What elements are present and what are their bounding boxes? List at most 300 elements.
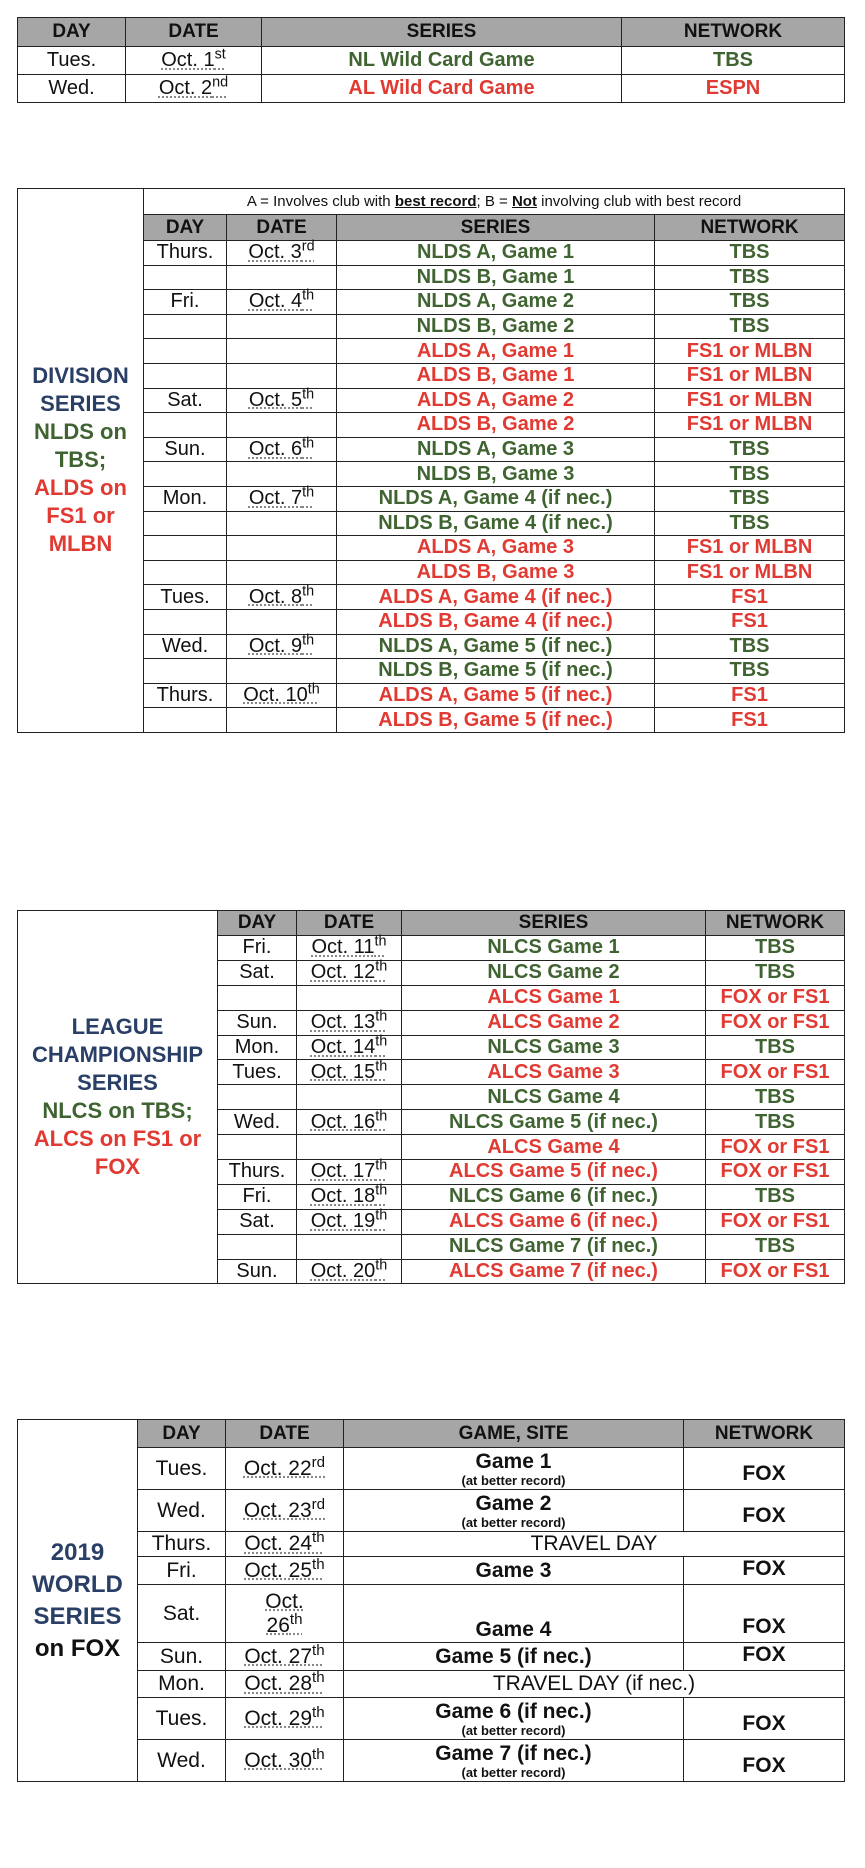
date-suffix: th <box>312 1641 325 1659</box>
network-cell: FS1 <box>655 683 845 708</box>
header-network: NETWORK <box>706 911 845 936</box>
series-cell: ALDS A, Game 3 <box>337 536 655 561</box>
day-cell <box>144 708 227 733</box>
header-day: DAY <box>218 911 297 936</box>
date-cell <box>227 486 337 511</box>
day-cell: Tues. <box>138 1698 226 1740</box>
game-name: Game 5 (if nec.) <box>435 1644 592 1668</box>
network-cell: TBS <box>655 241 845 266</box>
network-cell: TBS <box>706 1184 845 1209</box>
table-row <box>18 1643 845 1671</box>
series-cell: ALDS B, Game 3 <box>337 560 655 585</box>
division-series-table <box>17 188 845 733</box>
day-cell: Sun. <box>144 437 227 462</box>
date-cell <box>226 1698 344 1740</box>
game-name: Game 6 (if nec.) <box>435 1699 592 1723</box>
network-cell: TBS <box>655 511 845 536</box>
date-cell <box>227 413 337 438</box>
date-cell <box>297 1085 402 1110</box>
header-network: NETWORK <box>684 1420 845 1448</box>
date-suffix: th <box>375 1108 388 1125</box>
date-cell <box>227 634 337 659</box>
date-cell <box>227 582 337 610</box>
day-cell <box>144 314 227 339</box>
header-series: SERIES <box>337 215 655 241</box>
table-row <box>18 1532 845 1557</box>
game-name: Game 7 (if nec.) <box>435 1741 592 1765</box>
date-value: Oct. 28 <box>244 1672 313 1695</box>
date-suffix: th <box>312 1703 325 1721</box>
day-cell: Thurs. <box>144 241 227 266</box>
date-suffix: th <box>375 1207 388 1224</box>
day-cell: Tues. <box>218 1060 297 1085</box>
day-cell: Sun. <box>218 1259 297 1284</box>
world-series-body <box>18 1420 845 1782</box>
date-value: Oct. 10 <box>243 683 308 706</box>
date-cell <box>227 536 337 561</box>
date-suffix: th <box>302 435 315 452</box>
division-series-label <box>18 189 144 733</box>
day-cell: Thurs. <box>144 683 227 708</box>
network-cell: FOX or FS1 <box>706 1060 845 1085</box>
table-row <box>18 1671 845 1698</box>
date-cell <box>227 609 337 634</box>
table-row <box>18 1698 845 1740</box>
date-cell <box>227 238 337 266</box>
division-label-al2: FS1 or <box>46 503 115 529</box>
network-cell: FS1 or MLBN <box>655 363 845 388</box>
day-cell: Wed. <box>138 1490 226 1532</box>
date-value: Oct. 2 <box>158 77 213 99</box>
day-cell: Fri. <box>144 290 227 315</box>
travel-day-cell: TRAVEL DAY (if nec.) <box>344 1671 845 1698</box>
game-cell <box>344 1490 684 1532</box>
series-cell: ALDS A, Game 5 (if nec.) <box>337 683 655 708</box>
ws-label-line1: 2019 <box>50 1538 105 1566</box>
date-suffix: th <box>312 1745 325 1763</box>
series-cell: NLCS Game 3 <box>402 1035 706 1060</box>
series-cell: ALDS A, Game 1 <box>337 339 655 364</box>
date-cell <box>297 1110 402 1135</box>
lcs-label-line1: LEAGUE <box>71 1014 164 1040</box>
date-cell <box>297 1259 402 1284</box>
game-cell <box>344 1643 684 1671</box>
date-value: Oct. <box>265 1589 304 1613</box>
day-cell: Sat. <box>138 1585 226 1643</box>
header-day: DAY <box>144 215 227 241</box>
day-cell <box>144 511 227 536</box>
lcs-label-al2: FOX <box>94 1154 141 1180</box>
lcs-label-al1: ALCS on FS1 or <box>33 1126 202 1152</box>
day-cell: Tues. <box>138 1448 226 1490</box>
network-cell: TBS <box>655 265 845 290</box>
date-day: 26 <box>266 1613 290 1637</box>
day-cell <box>144 609 227 634</box>
network-cell: TBS <box>706 1085 845 1110</box>
game-site: (at better record) <box>461 1514 566 1530</box>
date-cell <box>226 1557 344 1585</box>
series-cell: ALDS A, Game 2 <box>337 388 655 413</box>
network-cell: FOX <box>684 1698 845 1740</box>
date-suffix: th <box>302 582 315 599</box>
date-cell <box>226 1529 344 1557</box>
table-row <box>18 1585 845 1643</box>
date-value: Oct. 29 <box>244 1706 313 1730</box>
date-suffix: nd <box>212 74 229 91</box>
network-cell: FS1 or MLBN <box>655 536 845 561</box>
date-cell <box>297 985 402 1010</box>
date-suffix: th <box>302 484 315 501</box>
lcs-label <box>18 911 218 1284</box>
network-cell: FOX <box>684 1557 845 1585</box>
date-cell <box>226 1490 344 1532</box>
network-cell: FS1 <box>655 609 845 634</box>
division-label-al3: MLBN <box>48 531 113 557</box>
game-cell <box>344 1740 684 1782</box>
day-cell: Tues. <box>144 585 227 610</box>
date-cell <box>227 708 337 733</box>
date-value: Oct. 11 <box>311 936 375 959</box>
date-cell <box>297 960 402 985</box>
division-label-al1: ALDS on <box>34 475 127 501</box>
date-value: Oct. 3 <box>248 241 302 264</box>
day-cell: Fri. <box>138 1557 226 1585</box>
network-cell: FOX or FS1 <box>706 1259 845 1284</box>
date-suffix: th <box>375 1182 388 1199</box>
network-cell: ESPN <box>622 75 845 103</box>
lcs-label-nl1: NLCS on TBS; <box>42 1098 193 1124</box>
day-cell: Wed. <box>18 75 126 103</box>
series-cell: NLCS Game 7 (if nec.) <box>402 1234 706 1259</box>
game-name: Game 4 <box>475 1618 552 1641</box>
network-cell: TBS <box>655 437 845 462</box>
series-cell: NLCS Game 4 <box>402 1085 706 1110</box>
date-cell <box>126 47 262 75</box>
date-cell <box>227 339 337 364</box>
table-row <box>18 1557 845 1585</box>
ws-label-line3: SERIES <box>33 1602 122 1630</box>
date-cell <box>297 1234 402 1259</box>
date-cell <box>226 1643 344 1671</box>
network-cell: FS1 or MLBN <box>655 339 845 364</box>
date-value: Oct. 4 <box>248 290 303 313</box>
series-cell: NLDS B, Game 1 <box>337 265 655 290</box>
series-cell: NLDS B, Game 2 <box>337 314 655 339</box>
series-cell: NLDS B, Game 4 (if nec.) <box>337 511 655 536</box>
game-site: (at better record) <box>461 1472 566 1488</box>
date-value: Oct. 20 <box>310 1260 376 1283</box>
date-cell <box>297 1060 402 1085</box>
day-cell: Wed. <box>144 634 227 659</box>
day-cell <box>144 413 227 438</box>
series-cell: ALDS B, Game 2 <box>337 413 655 438</box>
game-cell <box>344 1698 684 1740</box>
date-suffix: th <box>312 1669 325 1686</box>
table-header-row <box>18 1420 845 1448</box>
date-suffix: th <box>302 632 315 649</box>
network-cell: FS1 or MLBN <box>655 413 845 438</box>
date-value: Oct. 9 <box>248 634 303 657</box>
series-cell: NLDS B, Game 5 (if nec.) <box>337 659 655 684</box>
game-cell <box>344 1585 684 1643</box>
date-suffix: th <box>312 1529 325 1546</box>
header-day: DAY <box>18 18 126 47</box>
table-header-row <box>18 911 845 936</box>
series-cell: ALDS A, Game 4 (if nec.) <box>337 585 655 610</box>
date-value: Oct. 25 <box>244 1558 313 1582</box>
date-cell <box>227 314 337 339</box>
network-cell: TBS <box>655 634 845 659</box>
date-cell <box>297 1184 402 1209</box>
division-label-line2: SERIES <box>40 391 121 417</box>
lcs-label-line2: CHAMPIONSHIP <box>31 1042 204 1068</box>
ws-label-line4: on FOX <box>34 1634 121 1662</box>
network-cell: FOX <box>684 1585 845 1643</box>
date-value: Oct. 19 <box>310 1210 376 1233</box>
date-value: Oct. 13 <box>310 1011 376 1034</box>
day-cell: Fri. <box>218 936 297 961</box>
date-suffix: rd <box>311 1453 326 1471</box>
travel-day-cell: TRAVEL DAY <box>344 1532 845 1557</box>
date-value: Oct. 24 <box>244 1532 313 1555</box>
date-value: Oct. 14 <box>310 1036 376 1058</box>
series-cell: ALCS Game 7 (if nec.) <box>402 1259 706 1284</box>
network-cell: FOX or FS1 <box>706 1135 845 1160</box>
division-label-nl2: TBS; <box>54 447 107 473</box>
series-cell: NLCS Game 6 (if nec.) <box>402 1184 706 1209</box>
date-cell <box>126 75 262 103</box>
date-cell <box>297 933 402 961</box>
day-cell: Sat. <box>218 1209 297 1234</box>
date-value: Oct. 16 <box>310 1110 376 1133</box>
world-series-table <box>17 1419 845 1782</box>
date-cell <box>227 388 337 413</box>
date-value: Oct. 18 <box>310 1185 376 1208</box>
series-cell: NLCS Game 1 <box>402 936 706 961</box>
series-cell: ALCS Game 2 <box>402 1010 706 1035</box>
date-suffix: th <box>375 1008 388 1025</box>
series-cell: ALDS B, Game 4 (if nec.) <box>337 609 655 634</box>
game-name: Game 3 <box>475 1558 552 1582</box>
date-cell <box>297 1010 402 1035</box>
game-site: (at better record) <box>461 1722 566 1738</box>
date-suffix: rd <box>301 238 315 255</box>
division-label-nl1: NLDS on <box>34 419 127 445</box>
lcs-table <box>17 910 845 1284</box>
series-cell: ALCS Game 1 <box>402 985 706 1010</box>
date-suffix: rd <box>311 1495 326 1513</box>
series-cell: NL Wild Card Game <box>262 47 622 75</box>
date-value: Oct. 15 <box>310 1060 376 1083</box>
wild-card-body <box>18 47 845 103</box>
table-header-row <box>18 18 845 47</box>
date-value: Oct. 7 <box>248 487 303 510</box>
date-value: Oct. 12 <box>310 961 376 984</box>
network-cell: FS1 or MLBN <box>655 388 845 413</box>
date-cell <box>226 1671 344 1698</box>
table-row <box>18 1740 845 1782</box>
network-cell: FOX or FS1 <box>706 1209 845 1234</box>
lcs-label-line3: SERIES <box>77 1070 158 1096</box>
day-cell <box>218 1234 297 1259</box>
series-cell: NLDS A, Game 3 <box>337 437 655 462</box>
series-cell: NLDS A, Game 5 (if nec.) <box>337 634 655 659</box>
network-cell: FOX or FS1 <box>706 1160 845 1185</box>
day-cell <box>144 560 227 585</box>
date-value: Oct. 6 <box>248 438 303 461</box>
day-cell: Tues. <box>18 47 126 75</box>
date-cell <box>226 1448 344 1490</box>
date-cell <box>227 462 337 487</box>
game-name: Game 2 <box>475 1491 552 1515</box>
date-suffix: th <box>307 681 320 698</box>
network-cell: FS1 or MLBN <box>655 560 845 585</box>
date-value: Oct. 5 <box>248 388 303 411</box>
network-cell: TBS <box>655 486 845 511</box>
network-cell: FOX <box>684 1643 845 1671</box>
day-cell: Sun. <box>218 1010 297 1035</box>
network-cell: TBS <box>706 1035 845 1060</box>
network-cell: TBS <box>706 1110 845 1135</box>
game-name: Game 1 <box>475 1449 552 1473</box>
date-suffix: th <box>375 1157 388 1174</box>
day-cell <box>144 536 227 561</box>
network-cell: TBS <box>655 659 845 684</box>
header-date: DATE <box>226 1420 344 1448</box>
series-cell: AL Wild Card Game <box>262 75 622 103</box>
day-cell: Mon. <box>218 1035 297 1060</box>
day-cell: Mon. <box>144 486 227 511</box>
table-row <box>18 1490 845 1532</box>
date-cell <box>227 560 337 585</box>
date-value: Oct. 17 <box>310 1160 376 1183</box>
day-cell: Thurs. <box>138 1532 226 1557</box>
ws-label-line2: WORLD <box>32 1570 123 1598</box>
series-cell: NLDS A, Game 1 <box>337 241 655 266</box>
date-cell <box>297 1135 402 1160</box>
series-cell: ALDS B, Game 5 (if nec.) <box>337 708 655 733</box>
date-value: Oct. 8 <box>248 585 303 608</box>
network-cell: TBS <box>655 314 845 339</box>
date-cell <box>227 511 337 536</box>
day-cell <box>144 462 227 487</box>
network-cell: FOX <box>684 1490 845 1532</box>
world-series-label <box>18 1420 138 1782</box>
date-suffix: th <box>375 1033 388 1050</box>
header-network: NETWORK <box>622 18 845 47</box>
date-suffix: th <box>302 386 315 403</box>
header-date: DATE <box>297 911 402 936</box>
date-cell <box>227 437 337 462</box>
date-cell <box>227 659 337 684</box>
date-value: Oct. 1 <box>161 49 215 71</box>
wild-card-table <box>17 17 845 103</box>
date-cell <box>227 287 337 315</box>
network-cell: TBS <box>706 936 845 961</box>
header-day: DAY <box>138 1420 226 1448</box>
network-cell: FOX <box>684 1740 845 1782</box>
date-suffix: th <box>375 958 388 975</box>
table-row <box>18 1448 845 1490</box>
series-cell: NLCS Game 2 <box>402 960 706 985</box>
day-cell <box>144 265 227 290</box>
day-cell: Thurs. <box>218 1160 297 1185</box>
game-cell <box>344 1557 684 1585</box>
network-cell: FS1 <box>655 708 845 733</box>
day-cell <box>218 985 297 1010</box>
date-suffix: th <box>289 1610 303 1628</box>
series-cell: ALDS B, Game 1 <box>337 363 655 388</box>
series-cell: NLDS B, Game 3 <box>337 462 655 487</box>
date-cell <box>297 1035 402 1060</box>
day-cell: Wed. <box>218 1110 297 1135</box>
header-series: SERIES <box>262 18 622 47</box>
header-network: NETWORK <box>655 215 845 241</box>
day-cell: Mon. <box>138 1671 226 1698</box>
series-cell: ALCS Game 5 (if nec.) <box>402 1160 706 1185</box>
header-game-site: GAME, SITE <box>344 1420 684 1448</box>
date-suffix: th <box>374 933 387 950</box>
network-cell: TBS <box>706 1234 845 1259</box>
date-suffix: th <box>302 287 315 304</box>
table-row <box>18 75 845 103</box>
date-suffix: th <box>375 1058 388 1075</box>
game-cell <box>344 1448 684 1490</box>
day-cell <box>144 363 227 388</box>
day-cell: Fri. <box>218 1184 297 1209</box>
table-row <box>18 47 845 75</box>
network-cell: FS1 <box>655 585 845 610</box>
division-legend-note: A = Involves club with best record; B = Not involving club with best record <box>144 189 845 215</box>
date-value: Oct. 23 <box>243 1498 312 1522</box>
date-suffix: th <box>375 1257 388 1274</box>
division-series-body <box>18 189 845 733</box>
series-cell: ALCS Game 6 (if nec.) <box>402 1209 706 1234</box>
day-cell <box>218 1135 297 1160</box>
day-cell: Wed. <box>138 1740 226 1782</box>
date-cell <box>226 1585 344 1643</box>
date-suffix: th <box>312 1555 325 1573</box>
day-cell: Sat. <box>144 388 227 413</box>
network-cell: TBS <box>622 47 845 75</box>
day-cell <box>218 1085 297 1110</box>
header-series: SERIES <box>402 911 706 936</box>
day-cell: Sun. <box>138 1643 226 1671</box>
date-cell <box>297 1157 402 1185</box>
day-cell <box>144 339 227 364</box>
network-cell: FOX or FS1 <box>706 1010 845 1035</box>
header-date: DATE <box>227 215 337 241</box>
network-cell: TBS <box>706 960 845 985</box>
series-cell: NLDS A, Game 4 (if nec.) <box>337 486 655 511</box>
day-cell <box>144 659 227 684</box>
network-cell: TBS <box>655 290 845 315</box>
network-cell: TBS <box>655 462 845 487</box>
date-cell <box>227 363 337 388</box>
game-site: (at better record) <box>461 1764 566 1780</box>
date-value: Oct. 30 <box>244 1748 313 1772</box>
series-cell: NLCS Game 5 (if nec.) <box>402 1110 706 1135</box>
date-value: Oct. 27 <box>244 1644 313 1668</box>
series-cell: ALCS Game 4 <box>402 1135 706 1160</box>
series-cell: NLDS A, Game 2 <box>337 290 655 315</box>
network-cell: FOX <box>684 1448 845 1490</box>
series-cell: ALCS Game 3 <box>402 1060 706 1085</box>
header-date: DATE <box>126 18 262 47</box>
date-value: Oct. 22 <box>243 1456 312 1480</box>
date-cell <box>226 1740 344 1782</box>
division-label-line1: DIVISION <box>32 363 129 389</box>
